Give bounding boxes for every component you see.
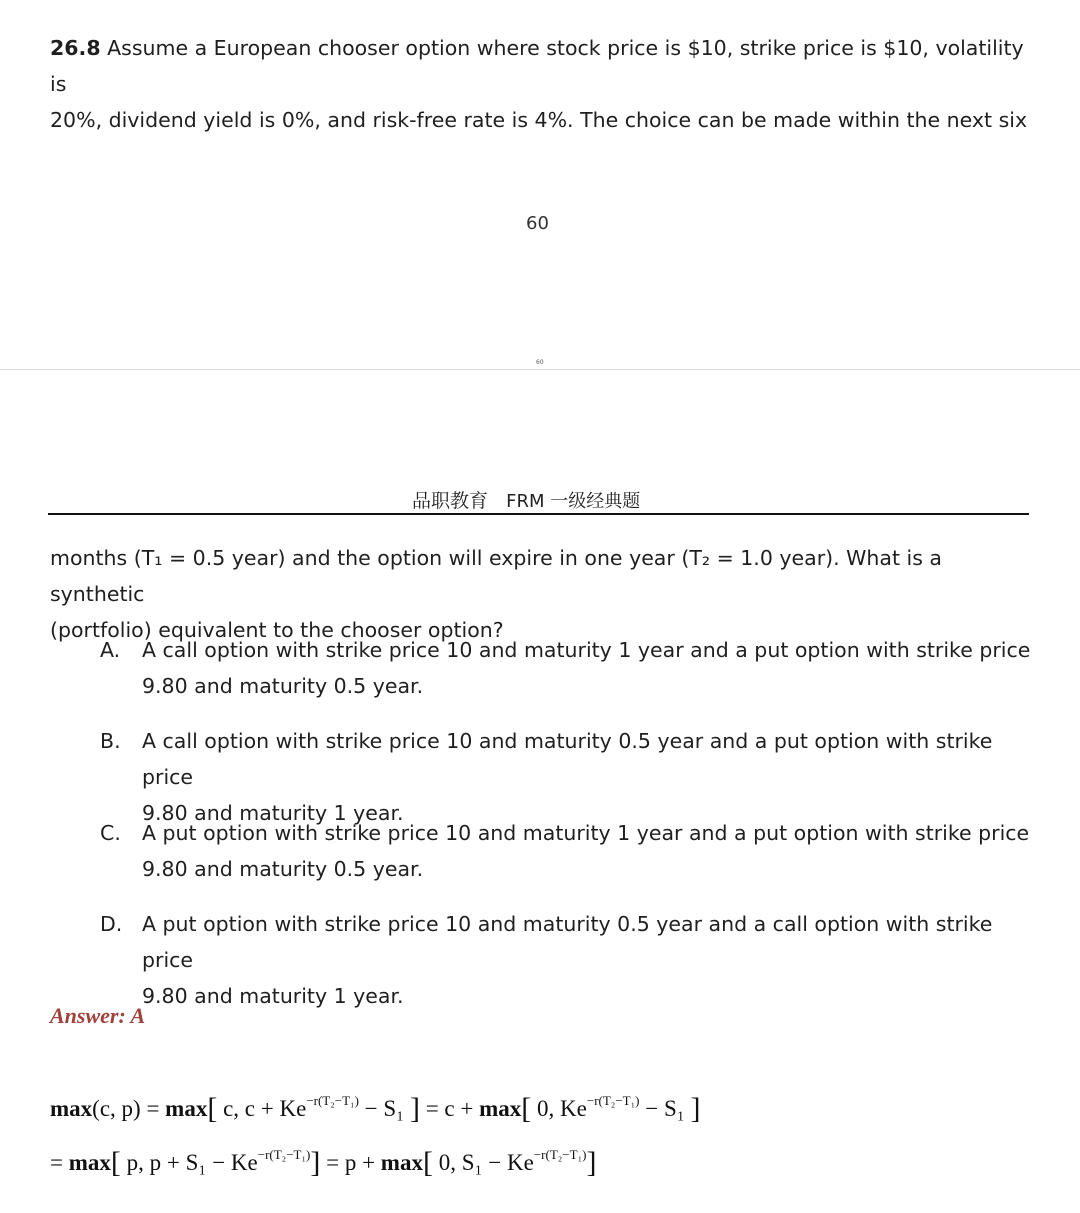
formula-text: c, c + Ke <box>217 1096 307 1121</box>
option-text-line: A put option with strike price 10 and maturity 1 year and a put option with strike price <box>142 821 1030 845</box>
option-text <box>142 906 1042 1014</box>
page-break-divider <box>0 369 1080 370</box>
formula-text: 0, S₁ − Ke <box>432 1150 534 1175</box>
bracket-close: ] <box>310 1146 321 1179</box>
formula-text: (c, p) = <box>92 1096 166 1121</box>
bracket-open: [ <box>110 1146 121 1179</box>
page-number: 60 <box>526 213 549 234</box>
option-text-line: 9.80 and maturity 1 year. <box>142 984 404 1008</box>
continuation-line-2: (portfolio) equivalent to the chooser option? <box>50 618 504 642</box>
formula-text: max <box>380 1150 423 1175</box>
bracket-open: [ <box>422 1146 433 1179</box>
formula-exponent: −r(T₂−T₁) <box>306 1093 359 1108</box>
header-title: FRM 一级经典题 <box>506 491 641 512</box>
option-text <box>142 815 1042 887</box>
option-letter: B. <box>100 729 121 753</box>
formula-line-2 <box>50 1146 596 1180</box>
formula-text: = c + <box>419 1096 480 1121</box>
formula-exponent: −r(T₂−T₁) <box>257 1147 311 1162</box>
question-paragraph <box>50 30 1040 138</box>
question-number: 26.8 <box>50 36 101 60</box>
bracket-open: [ <box>521 1092 532 1125</box>
formula-text: = <box>50 1150 69 1175</box>
header-brand: 品职教育 <box>412 490 489 512</box>
formula-text: 0, Ke <box>531 1096 587 1121</box>
page-number-small: 60 <box>536 359 544 366</box>
formula-exponent: −r(T₂−T₁) <box>586 1093 640 1108</box>
bracket-open: [ <box>207 1092 218 1125</box>
formula-exponent: −r(T₂−T₁) <box>533 1147 587 1162</box>
bracket-close: ] <box>690 1092 701 1125</box>
option-letter: D. <box>100 912 123 936</box>
formula-text: − S₁ <box>358 1096 410 1121</box>
formula-text: max <box>165 1096 208 1121</box>
question-line-1 <box>50 30 1040 102</box>
formula-text: = p + <box>320 1150 381 1175</box>
formula-text: max <box>68 1150 111 1175</box>
question-line-2: 20%, dividend yield is 0%, and risk-free rate is 4%. The choice can be made within the next six <box>50 108 1028 132</box>
header-rule <box>48 513 1029 515</box>
option-text-line: 9.80 and maturity 0.5 year. <box>142 674 424 698</box>
formula-text: max <box>479 1096 522 1121</box>
option-text <box>142 632 1042 704</box>
formula-text: p, p + S₁ − Ke <box>120 1150 258 1175</box>
option-text-line: 9.80 and maturity 0.5 year. <box>142 857 424 881</box>
formula-line-1 <box>50 1092 701 1126</box>
page-header <box>412 486 640 513</box>
option-letter: A. <box>100 638 121 662</box>
answer-label: Answer: A <box>50 1003 146 1028</box>
option-letter: C. <box>100 821 121 845</box>
question-text-1: Assume a European chooser option where stock price is $10, strike price is $10, volatility is <box>50 36 1024 96</box>
option-text-line: A put option with strike price 10 and maturity 0.5 year and a call option with strike price <box>142 912 993 972</box>
option-text-line: A call option with strike price 10 and maturity 0.5 year and a put option with strike price <box>142 729 993 789</box>
formula-text: − S₁ <box>639 1096 691 1121</box>
continuation-line-1: months (T₁ = 0.5 year) and the option will expire in one year (T₂ = 1.0 year). What is a synthetic <box>50 546 942 606</box>
option-text-line: A call option with strike price 10 and maturity 1 year and a put option with strike price <box>142 638 1031 662</box>
bracket-close: ] <box>586 1146 597 1179</box>
formula-text: max <box>50 1096 93 1121</box>
bracket-close: ] <box>409 1092 420 1125</box>
option-text-line: 9.80 and maturity 1 year. <box>142 801 404 825</box>
